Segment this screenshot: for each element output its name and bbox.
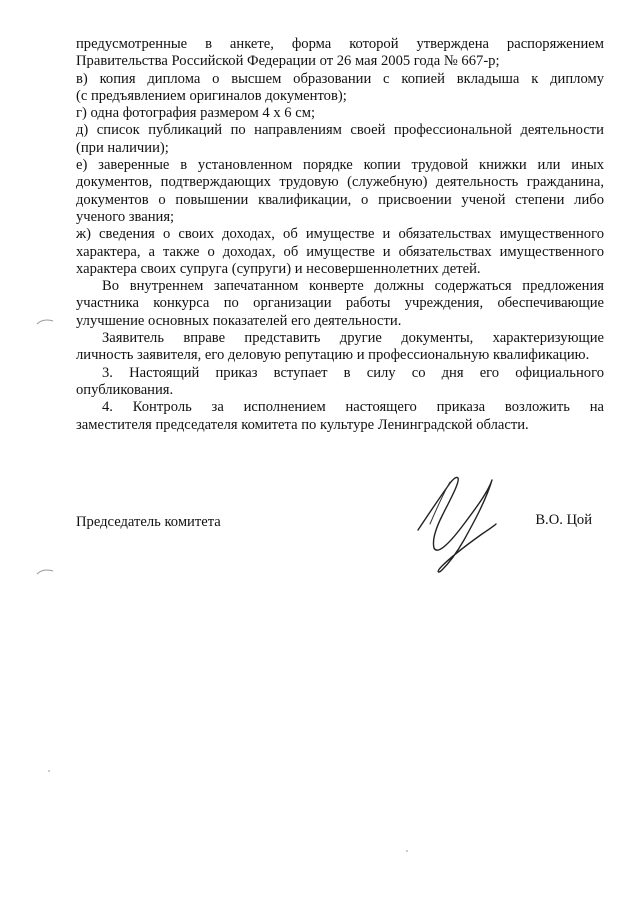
line-text: Заявитель вправе представить другие документы, характеризующие — [102, 330, 604, 347]
paragraph-continuation — [76, 36, 604, 71]
list-item-d — [76, 122, 604, 157]
line-text: Правительства Российской Федерации от 26 мая 2005 года № 667-р; — [76, 53, 500, 70]
line-text: документов, подтверждающих трудовую (служебную) деятельность гражданина, — [76, 174, 604, 191]
line-text: предусмотренные в анкете, форма которой утверждена распоряжением — [76, 36, 604, 52]
paragraph-applicant — [76, 330, 604, 365]
line-text: 3. Настоящий приказ вступает в силу со дня его официального — [102, 364, 604, 381]
line-text: д) список публикаций по направлениям своей профессиональной деятельности — [76, 122, 604, 139]
scan-mark — [36, 568, 54, 576]
line-text: ученого звания; — [76, 208, 175, 225]
line-text: Во внутреннем запечатанном конверте должны содержаться предложения — [102, 278, 604, 295]
signer-name: В.О. Цой — [535, 512, 592, 528]
signature-block — [76, 514, 604, 534]
paragraph-item-4 — [76, 399, 604, 434]
line-text: улучшение основных показателей его деятельности. — [76, 312, 402, 329]
scan-speck — [48, 770, 50, 772]
line-text: г) одна фотография размером 4 х 6 см; — [76, 105, 316, 122]
line-text: ж) сведения о своих доходах, об имуществе и обязательствах имущественного — [76, 226, 604, 243]
line-text: 4. Контроль за исполнением настоящего приказа возложить на — [102, 399, 604, 416]
line-text: заместителя председателя комитета по культуре Ленинградской области. — [76, 416, 529, 433]
paragraph-envelope — [76, 278, 604, 330]
document-body — [76, 36, 604, 434]
list-item-zh — [76, 226, 604, 278]
text-line — [76, 36, 604, 53]
scan-speck — [406, 850, 408, 852]
list-item-g — [76, 105, 604, 122]
line-text: опубликования. — [76, 381, 174, 398]
scan-mark — [36, 318, 54, 326]
line-text: характера, а также о доходах, об имуществе и обязательствах имущественного — [76, 243, 604, 260]
line-text: е) заверенные в установленном порядке копии трудовой книжки или иных — [76, 157, 604, 174]
line-text: (при наличии); — [76, 139, 169, 156]
line-text: в) копия диплома о высшем образовании с копией вкладыша к диплому — [76, 70, 604, 87]
list-item-e — [76, 157, 604, 226]
line-text: документов о повышении квалификации, о присвоении ученой степени либо — [76, 191, 604, 208]
line-text: личность заявителя, его деловую репутацию и профессиональную квалификацию. — [76, 347, 590, 364]
line-text: характера своих супруга (супруги) и несовершеннолетних детей. — [76, 260, 481, 277]
paragraph-item-3 — [76, 365, 604, 400]
line-text: (с предъявлением оригиналов документов); — [76, 87, 347, 104]
line-text: участника конкурса по организации работы учреждения, обеспечивающие — [76, 295, 604, 312]
signer-title: Председатель комитета — [76, 514, 221, 530]
list-item-v — [76, 71, 604, 106]
